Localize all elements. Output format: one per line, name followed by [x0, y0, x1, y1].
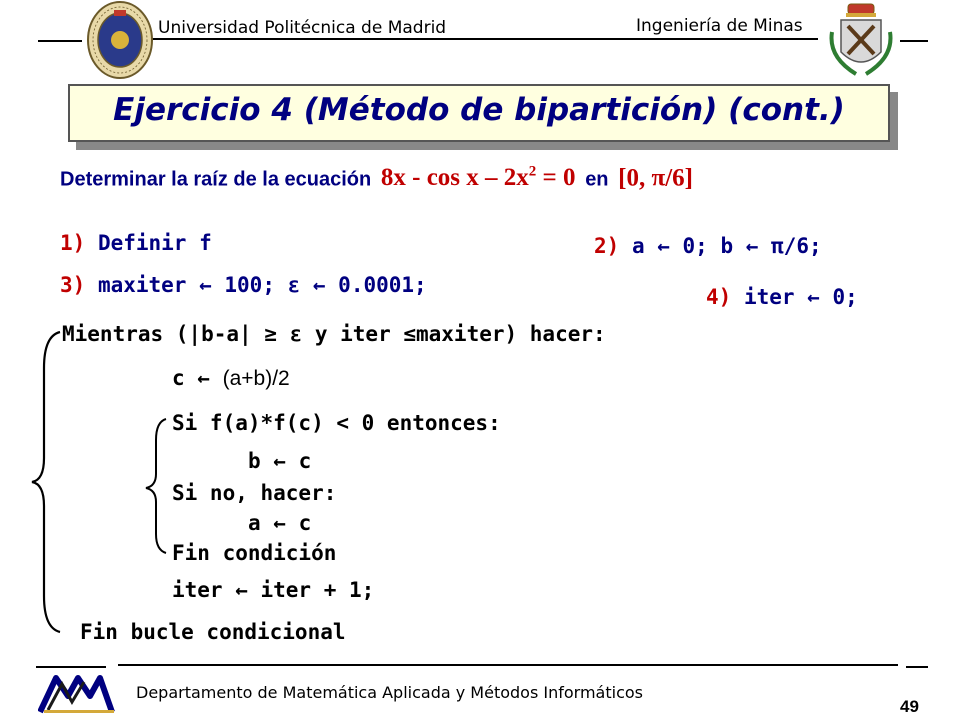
page-number: 49 — [900, 697, 919, 716]
equation-tail: = 0 — [536, 164, 576, 192]
mining-school-crest-icon — [826, 2, 896, 80]
step-2 — [594, 234, 822, 258]
step-1-number: 1) — [60, 231, 86, 255]
slide-title: Ejercicio 4 (Método de bipartición) (cont.) — [113, 92, 845, 128]
b-assignment: b ← c — [248, 449, 312, 473]
condition-brace — [142, 416, 170, 556]
department-logo-icon — [38, 672, 118, 716]
university-name: Universidad Politécnica de Madrid — [158, 18, 447, 38]
iter-increment: iter ← iter + 1; — [172, 578, 375, 602]
loop-brace — [28, 328, 64, 636]
c-assignment-var: c ← — [172, 366, 210, 390]
header-rule-main — [150, 38, 818, 40]
step-4-number: 4) — [706, 285, 732, 309]
equation-main: 8x - cos x – 2x — [380, 164, 529, 192]
step-2-text: a ← 0; b ← π/6; — [631, 234, 822, 258]
step-3-number: 3) — [60, 273, 86, 297]
step-4 — [706, 285, 858, 309]
step-4-text: iter ← 0; — [743, 285, 858, 309]
c-assignment-expr: (a+b)/2 — [222, 367, 290, 390]
school-name: Ingeniería de Minas — [636, 16, 803, 36]
c-assignment — [172, 366, 290, 391]
step-2-number: 2) — [594, 234, 620, 258]
department-name: Departamento de Matemática Aplicada y Métodos Informáticos — [136, 683, 643, 702]
step-1-text: Definir f — [97, 231, 212, 255]
university-seal-icon — [86, 0, 154, 80]
slide-title-box — [68, 84, 890, 142]
header-rule-right — [900, 40, 928, 42]
end-loop: Fin bucle condicional — [80, 620, 346, 644]
header-rule-left — [38, 40, 82, 42]
problem-statement — [60, 164, 693, 192]
equation — [381, 164, 576, 191]
equation-exponent: 2 — [528, 164, 537, 180]
statement-connector: en — [585, 168, 609, 191]
while-line: Mientras (|b-a| ≥ ε y iter ≤maxiter) hacer: — [62, 322, 606, 346]
step-3 — [60, 273, 427, 297]
statement-lead: Determinar la raíz de la ecuación — [60, 168, 372, 191]
step-3-text: maxiter ← 100; ε ← 0.0001; — [97, 273, 427, 297]
footer-rule-left — [36, 666, 106, 668]
else-line: Si no, hacer: — [172, 481, 337, 505]
interval: [0, π/6] — [618, 164, 693, 192]
a-assignment: a ← c — [248, 511, 312, 535]
footer-rule-right — [906, 666, 928, 668]
footer-rule-main — [118, 664, 898, 666]
end-condition: Fin condición — [172, 541, 337, 565]
step-1 — [60, 231, 212, 255]
if-line: Si f(a)*f(c) < 0 entonces: — [172, 411, 501, 435]
